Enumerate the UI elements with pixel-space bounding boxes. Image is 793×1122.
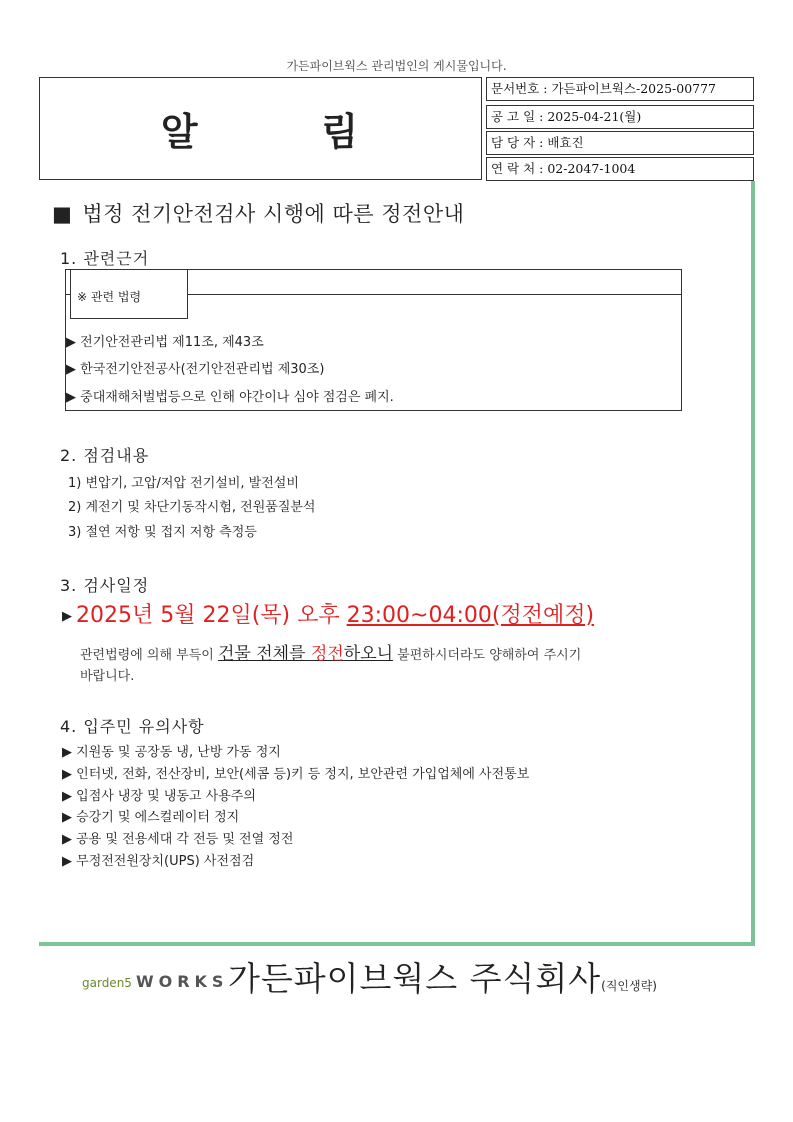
logo-garden5: garden5 [82,976,132,990]
schedule-body [80,639,581,664]
law-item-3: ▶ 중대재해처벌법등으로 인해 야간이나 심야 점검은 폐지. [66,390,394,405]
square-bullet-icon: ■ [52,202,73,226]
company-logo [82,972,228,991]
check-item-3: 3) 절연 저항 및 접지 저항 측정등 [68,525,257,540]
contact: 연 락 처 : 02-2047-1004 [486,157,754,181]
arrow-icon: ▶ [62,608,72,624]
body-emphasis [218,644,393,664]
notice-item-4: ▶ 승강기 및 에스컬레이터 정지 [62,810,240,825]
section3-title: 3. 검사일정 [60,576,150,595]
seal-note: (직인생략) [601,979,657,993]
notice-date: 공 고 일 : 2025-04-21(월) [486,105,754,129]
schedule-date: 2025년 5월 22일(목) 오후 [76,603,347,628]
law-item-1: ▶ 전기안전관리법 제11조, 제43조 [66,335,264,350]
section1-title: 1. 관련근거 [60,249,150,268]
title-box [39,77,482,180]
company-name [228,953,657,1000]
notice-item-2: ▶ 인터넷, 전화, 전산장비, 보안(세콤 등)키 등 정지, 보안관련 가입업체에 사전통보 [62,767,530,782]
schedule-body-line2: 바랍니다. [80,669,135,684]
doc-number: 문서번호 : 가든파이브웍스-2025-00777 [486,77,754,101]
schedule-line [62,598,594,629]
body-big-1: 건물 전체를 [217,644,311,664]
body-post: 불편하시더라도 양해하여 주시기 [393,648,582,663]
schedule-time: 23:00~04:00(정전예정) [346,603,595,628]
law-item-2: ▶ 한국전기안전공사(전기안전관리법 제30조) [66,362,325,377]
header-note: 가든파이브웍스 관리법인의 게시물입니다. [286,59,507,73]
section4-title: 4. 입주민 유의사항 [60,717,205,736]
notice-item-1: ▶ 지원동 및 공장동 냉, 난방 가동 정지 [62,745,281,760]
check-item-1: 1) 변압기, 고압/저압 전기설비, 발전설비 [68,476,299,491]
manager: 담 당 자 : 배효진 [486,131,754,155]
section2-title: 2. 점검내용 [60,446,150,465]
main-heading [52,198,464,228]
notice-item-5: ▶ 공용 및 전용세대 각 전등 및 전열 정전 [62,832,294,847]
body-big-2: 하오니 [343,644,394,664]
notice-item-3: ▶ 입점사 냉장 및 냉동고 사용주의 [62,789,256,804]
notice-item-6: ▶ 무정전전원장치(UPS) 사전점검 [62,854,255,869]
page-title: 알 림 [160,110,361,154]
main-heading-text: 법정 전기안전검사 시행에 따른 정전안내 [82,202,465,226]
check-item-2: 2) 계전기 및 차단기동작시험, 전원품질분석 [68,500,316,515]
body-pre: 관련법령에 의해 부득이 [80,648,218,663]
company-name-text: 가든파이브웍스 주식회사 [228,959,602,998]
logo-works: WORKS [135,972,229,991]
body-big-red: 정전 [310,644,344,664]
law-box-label: ※ 관련 법령 [70,269,188,319]
